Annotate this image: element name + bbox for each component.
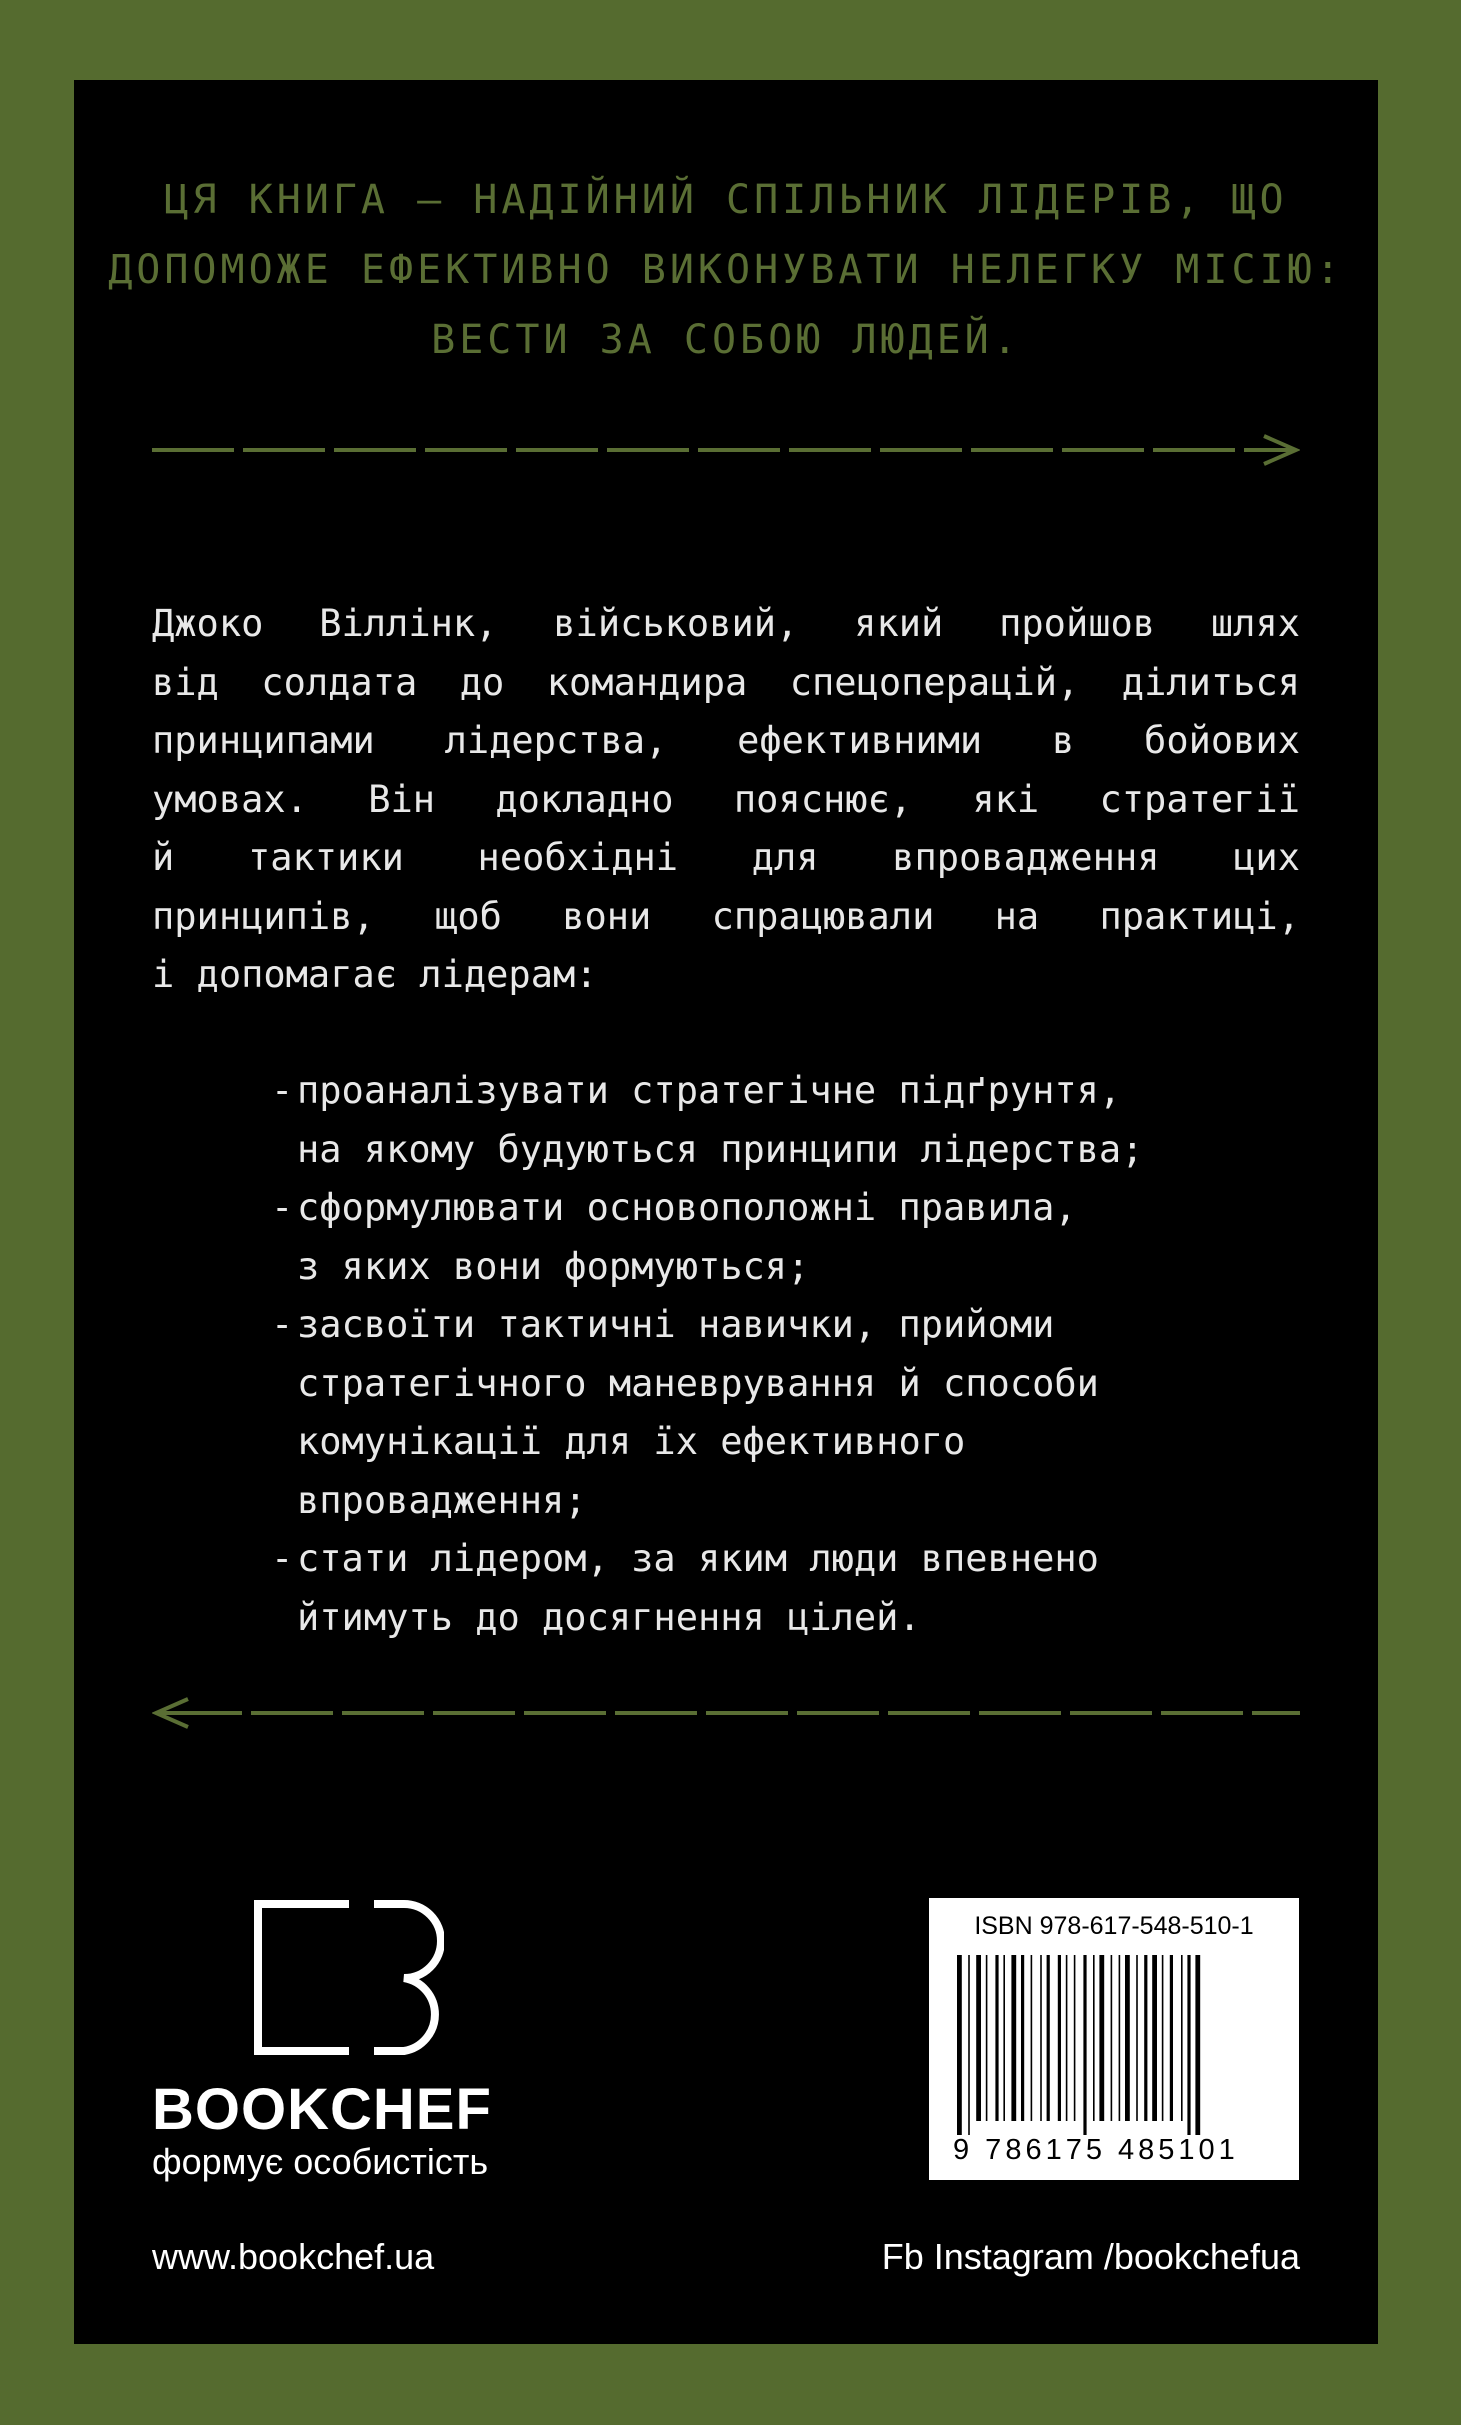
list-item-line: проаналізувати стратегічне підґрунтя,: [297, 1069, 1122, 1112]
list-item-line: впровадження;: [297, 1478, 587, 1522]
back-cover-panel: [74, 80, 1378, 2344]
tagline-line: ДОПОМОЖЕ ЕФЕКТИВНО ВИКОНУВАТИ НЕЛЕГКУ МІСІЮ:: [108, 247, 1344, 293]
list-dash: -: [271, 1186, 294, 1229]
description-line: й тактики необхідні для впровадження цих: [152, 836, 1300, 879]
tagline-line: ЦЯ КНИГА — НАДІЙНИЙ СПІЛЬНИК ЛІДЕРІВ, ЩО: [164, 177, 1288, 223]
list-item-line: стратегічного маневрування й способи: [297, 1361, 1099, 1405]
list-item-line: сформулювати основоположні правила,: [297, 1186, 1077, 1229]
tagline-line: ВЕСТИ ЗА СОБОЮ ЛЮДЕЙ.: [431, 317, 1021, 363]
description-line: умовах. Він докладно пояснює, які стратегії: [152, 777, 1300, 821]
publisher-slogan: формує особистість: [152, 2141, 489, 2182]
book-description: [152, 595, 1300, 1005]
list-item: [271, 1179, 1321, 1296]
list-item-line: з яких вони формуються;: [297, 1244, 810, 1288]
isbn-label: ISBN 978-617-548-510-1: [974, 1912, 1254, 1940]
description-line: принципів, щоб вони спрацювали на практиці,: [152, 894, 1300, 938]
list-dash: -: [271, 1303, 294, 1346]
description-line: принципами лідерства, ефективними в бойових: [152, 719, 1300, 762]
list-item: [271, 1296, 1321, 1530]
list-item-line: на якому будуються принципи лідерства;: [297, 1127, 1144, 1171]
arrow-left-icon: [152, 1693, 1300, 1733]
list-item-line: йтимуть до досягнення цілей.: [297, 1595, 921, 1639]
list-item-line: стати лідером, за яким люди впевнено: [297, 1537, 1099, 1580]
list-item-line: комунікації для їх ефективного: [297, 1420, 966, 1463]
publisher-name: BOOKCHEF: [152, 2077, 492, 2142]
list-item: [271, 1062, 1321, 1179]
barcode-bars: [953, 1955, 1275, 2135]
description-line: від солдата до командира спецоперацій, ділиться: [152, 660, 1300, 704]
website-link[interactable]: www.bookchef.ua: [152, 2236, 435, 2277]
isbn-barcode: [929, 1898, 1299, 2180]
arrow-right-icon: [152, 430, 1300, 470]
barcode-digits: 9 786175 485101: [953, 2134, 1239, 2166]
description-line: Джоко Віллінк, військовий, який пройшов шлях: [152, 602, 1300, 645]
list-dash: -: [271, 1069, 294, 1112]
description-line: і допомагає лідерам:: [152, 953, 598, 996]
bookchef-logo-icon: [254, 1900, 444, 2055]
social-links[interactable]: Fb Instagram /bookchefua: [881, 2236, 1300, 2277]
benefits-list: [271, 1062, 1321, 1647]
tagline: [74, 165, 1378, 375]
list-item-line: засвоїти тактичні навички, прийоми: [297, 1303, 1055, 1346]
list-dash: -: [271, 1537, 294, 1580]
list-item: [271, 1530, 1321, 1647]
